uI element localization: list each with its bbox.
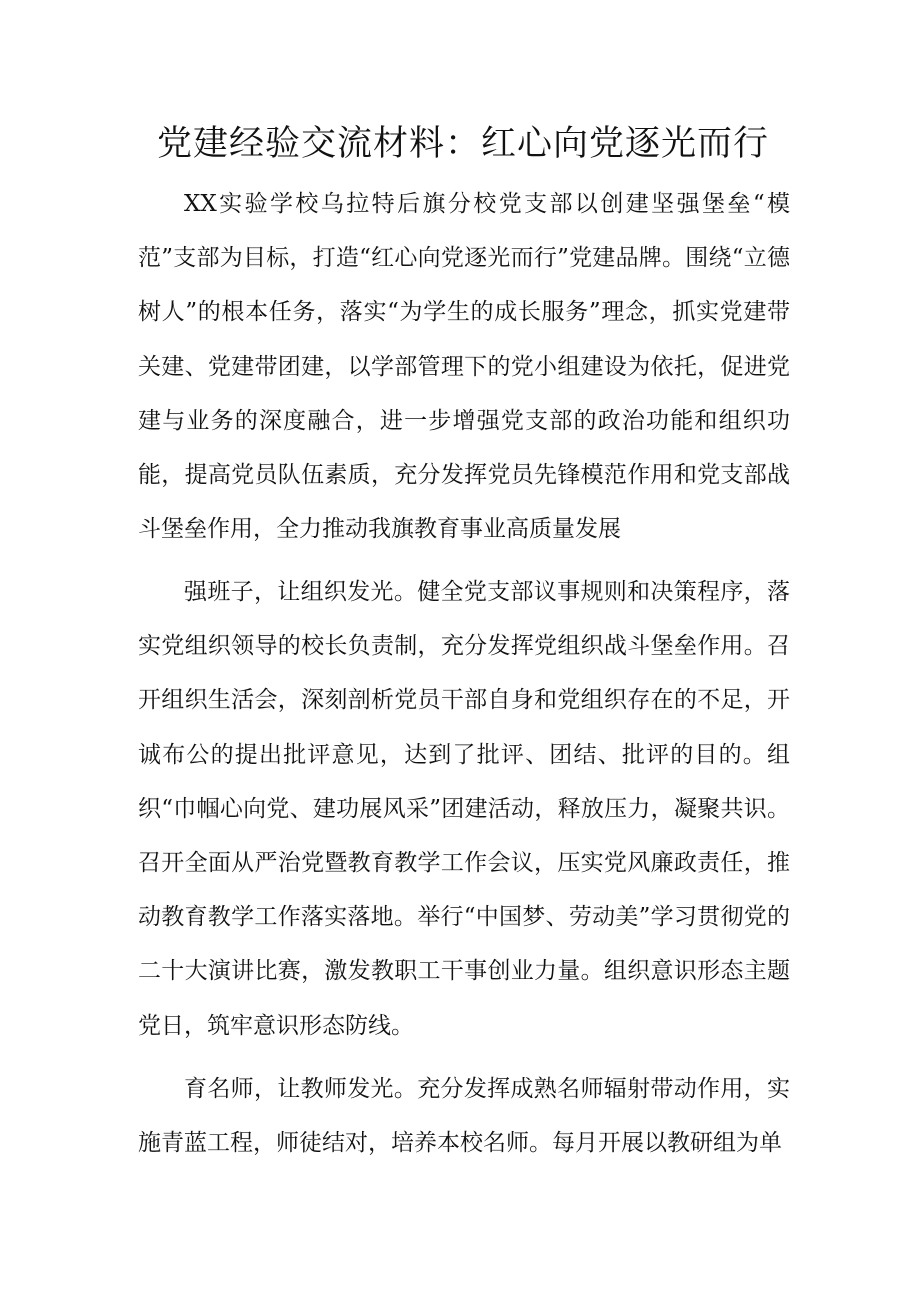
paragraph-cultivate-teachers: 育名师，让教师发光。充分发挥成熟名师辐射带动作用，实施青蓝工程，师徒结对，培养本校名师。每月开展以教研组为单 bbox=[138, 1076, 790, 1157]
paragraph-intro: XX实验学校乌拉特后旗分校党支部以创建坚强堡垒“模范”支部为目标，打造“红心向党逐光而行”党建品牌。围绕“立德树人”的根本任务，落实“为学生的成长服务”理念，抓实党建带关建、党建带团建，以学部管理下的党小组建设为依托，促进党建与业务的深度融合，进一步增强党支部的政治功能和组织功能，提高党员队伍素质，充分发挥党员先锋模范作用和党支部战斗堡垒作用，全力推动我旗教育事业高质量发展 bbox=[138, 191, 790, 543]
paragraph-strengthen-team: 强班子，让组织发光。健全党支部议事规则和决策程序，落实党组织领导的校长负责制，充分发挥党组织战斗堡垒作用。召开组织生活会，深刻剖析党员干部自身和党组织存在的不足，开诚布公的提出批评意见，达到了批评、团结、批评的目的。组织“巾帼心向党、建功展风采”团建活动，释放压力，凝聚共识。召开全面从严治党暨教育教学工作会议，压实党风廉政责任，推动教育教学工作落实落地。举行“中国梦、劳动美”学习贯彻党的二十大演讲比赛，激发教职工干事创业力量。组织意识形态主题党日，筑牢意识形态防线。 bbox=[138, 579, 790, 1039]
document-title: 党建经验交流材料：红心向党逐光而行 bbox=[157, 124, 770, 164]
